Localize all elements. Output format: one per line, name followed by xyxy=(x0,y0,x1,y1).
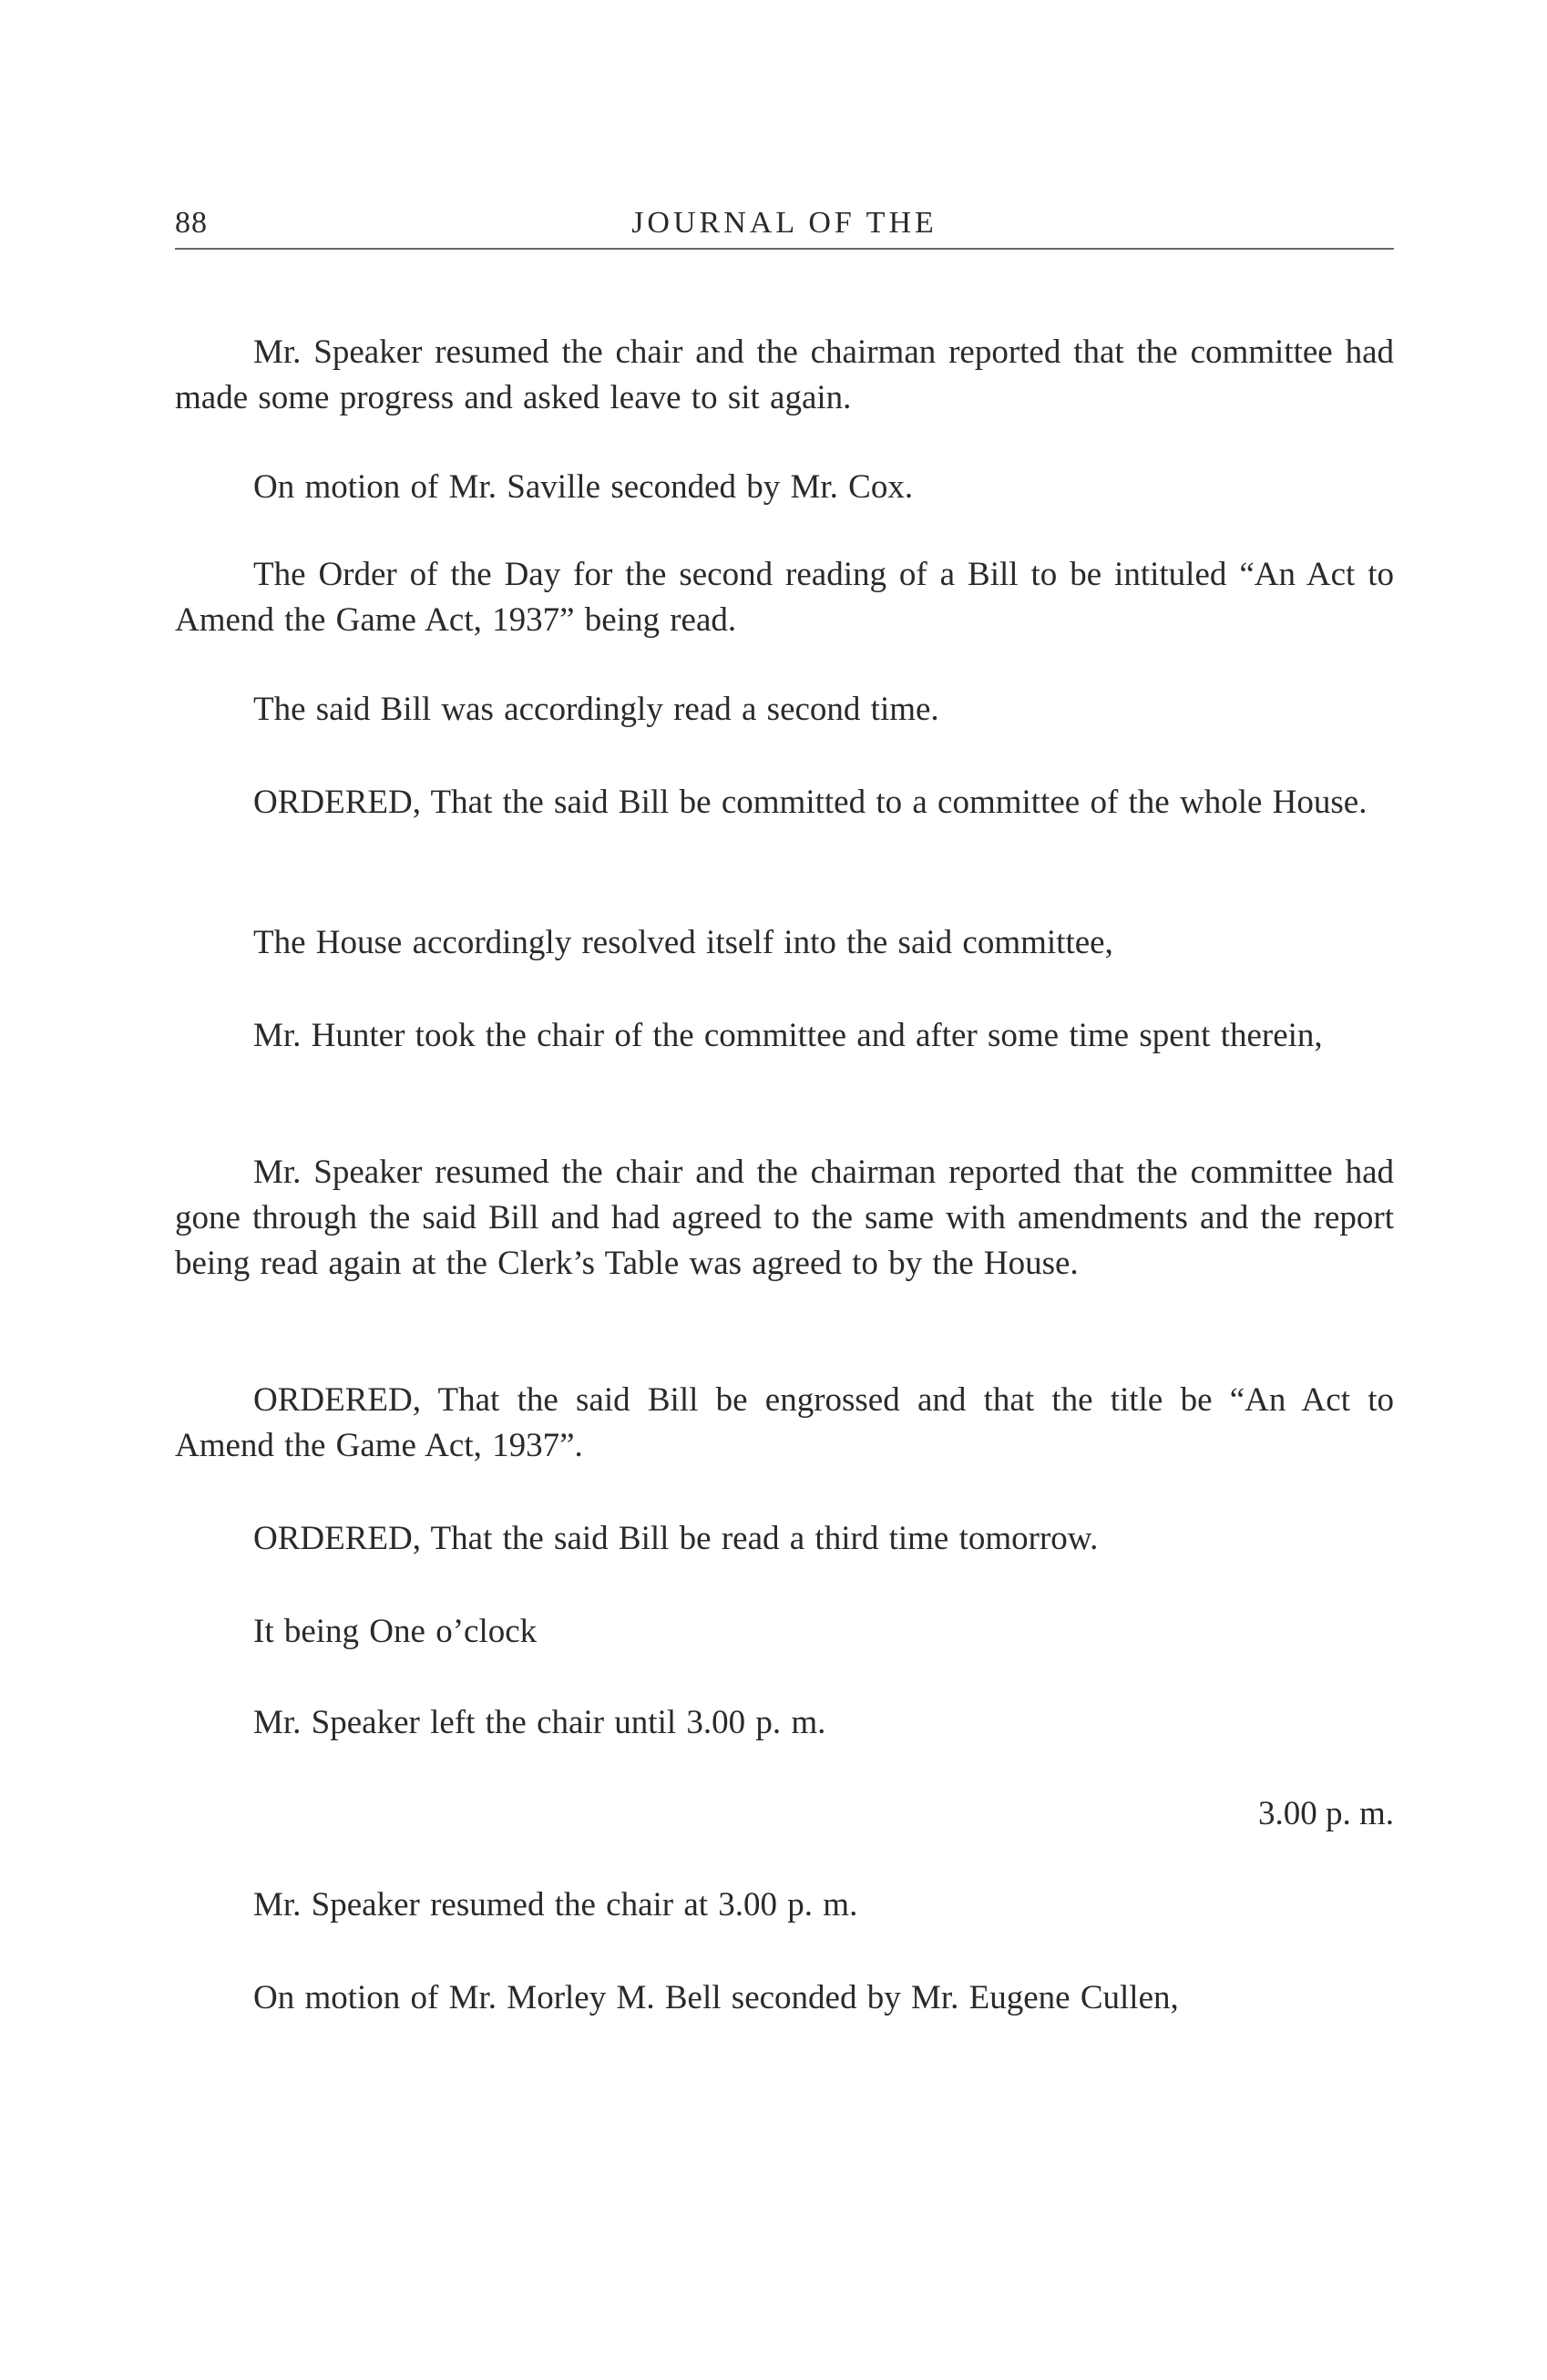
paragraph-ordered-engrossed: ORDERED, That the said Bill be engrossed and that the title be “An Act to Amend the Game Act, 1937”. xyxy=(175,1381,1394,1464)
paragraph-ordered-third-reading: ORDERED, That the said Bill be read a third time tomorrow. xyxy=(253,1520,1099,1557)
paragraph-speaker-left: Mr. Speaker left the chair until 3.00 p. m. xyxy=(253,1704,826,1741)
page-header xyxy=(175,202,1394,250)
page-number: 88 xyxy=(175,206,208,240)
paragraph-progress-report: Mr. Speaker resumed the chair and the chairman reported that the committee had made some progress and asked leave to sit again. xyxy=(175,333,1394,416)
paragraph-ordered-committed: ORDERED, That the said Bill be committed to a committee of the whole House. xyxy=(253,784,1368,821)
paragraph-second-reading: The said Bill was accordingly read a second time. xyxy=(253,691,939,728)
paragraph-house-resolved: The House accordingly resolved itself into the said committee, xyxy=(253,924,1113,961)
time-marker: 3.00 p. m. xyxy=(1257,1795,1394,1832)
running-head: JOURNAL OF THE xyxy=(631,206,937,240)
paragraph-order-of-day: The Order of the Day for the second reading of a Bill to be intituled “An Act to Amend the Game Act, 1937” being read. xyxy=(175,556,1394,639)
paragraph-one-oclock: It being One o’clock xyxy=(253,1613,538,1650)
paragraph-motion-bell: On motion of Mr. Morley M. Bell seconded by Mr. Eugene Cullen, xyxy=(253,1979,1179,2016)
paragraph-hunter-chair: Mr. Hunter took the chair of the committee and after some time spent therein, xyxy=(253,1017,1323,1054)
paragraph-speaker-resumed: Mr. Speaker resumed the chair at 3.00 p. m. xyxy=(253,1886,858,1923)
paragraph-committee-report: Mr. Speaker resumed the chair and the chairman reported that the committee had gone through the said Bill and had agreed to the same with amendments and the report being read again at the Clerk’s Table was agreed to by the House. xyxy=(175,1154,1394,1282)
paragraph-motion-saville: On motion of Mr. Saville seconded by Mr. Cox. xyxy=(253,468,914,506)
